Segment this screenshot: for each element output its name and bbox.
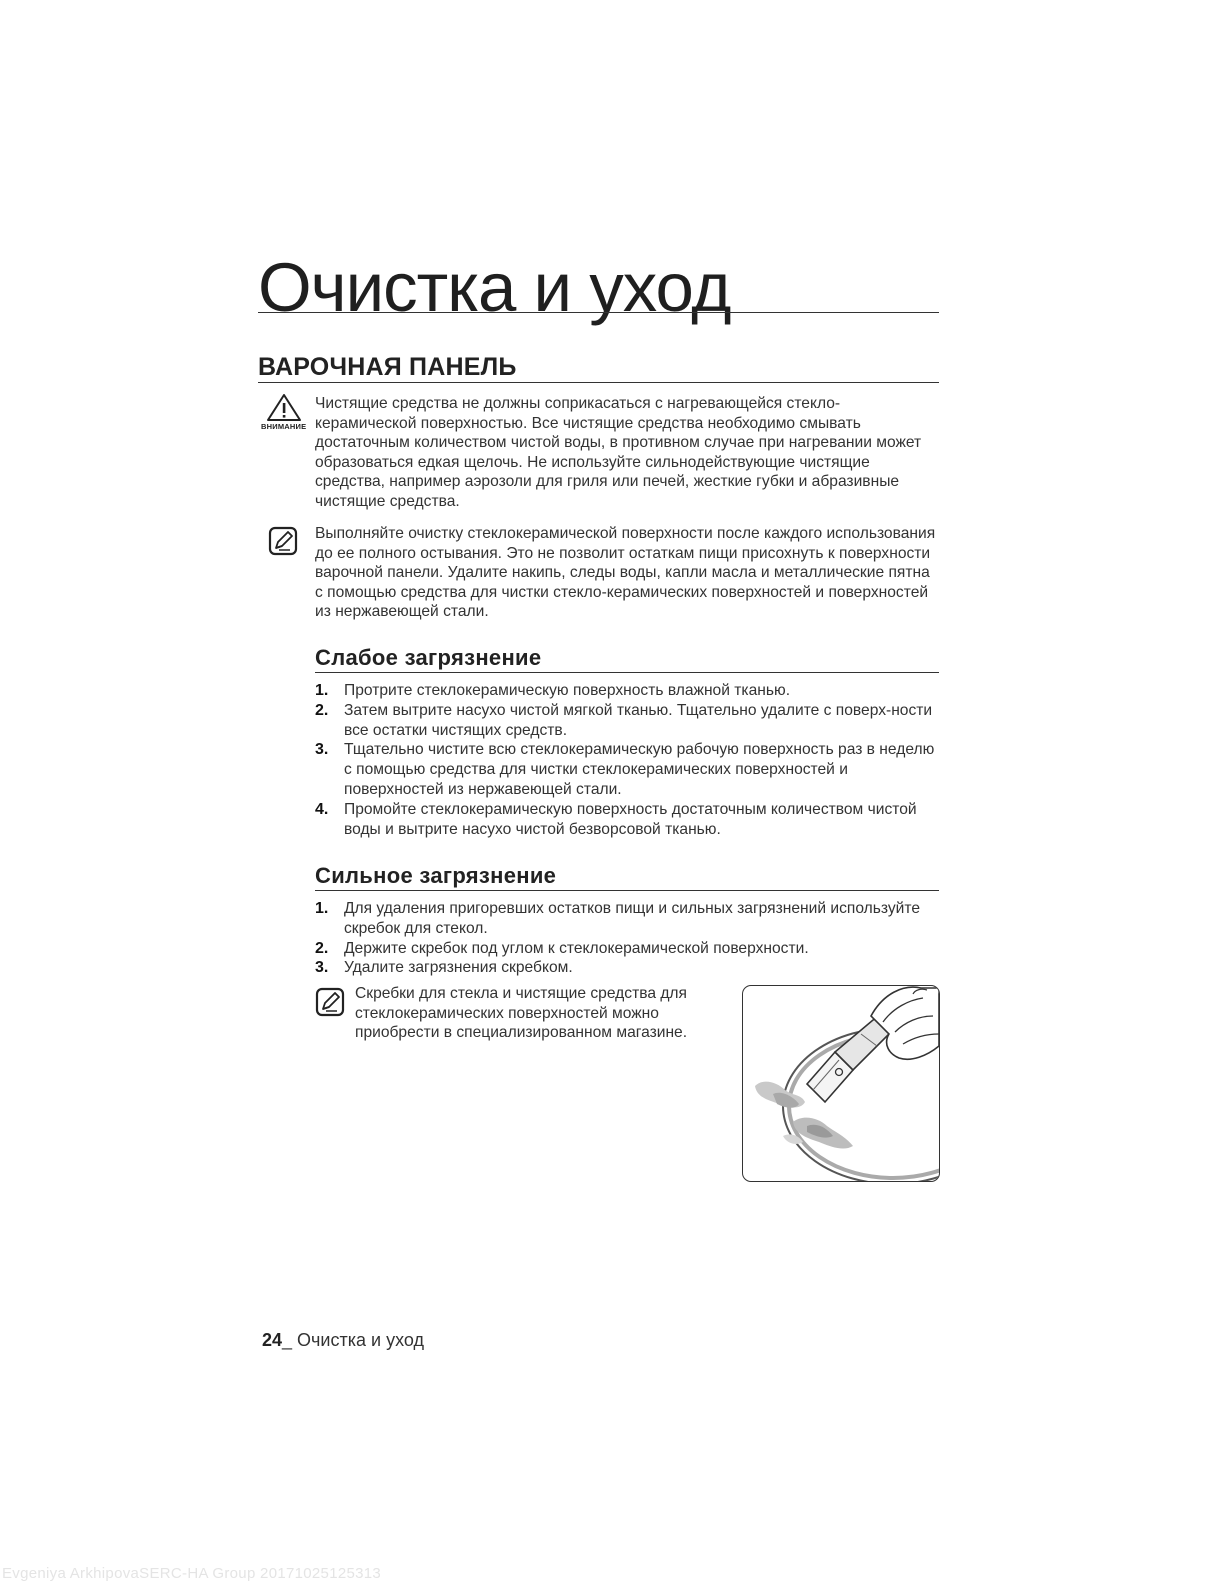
step-text: Удалите загрязнения скребком. xyxy=(344,959,573,977)
list-item xyxy=(315,800,940,840)
footer-separator: _ xyxy=(282,1330,293,1350)
light-soiling-rule xyxy=(315,672,939,673)
note-pencil-icon xyxy=(315,987,345,1017)
step-number: 1. xyxy=(315,682,329,699)
list-item xyxy=(315,899,940,939)
scraper-illustration xyxy=(742,985,940,1182)
list-item xyxy=(315,701,940,741)
page-footer xyxy=(262,1330,424,1351)
title-rule xyxy=(258,312,939,313)
step-number: 2. xyxy=(315,701,329,719)
step-number: 4. xyxy=(315,800,329,818)
light-soiling-title: Слабое загрязнение xyxy=(315,645,542,670)
step-number: 1. xyxy=(315,900,329,917)
list-item xyxy=(315,681,940,701)
heavy-soiling-rule xyxy=(315,890,939,891)
warning-label: ВНИМАНИЕ xyxy=(261,422,307,431)
watermark: Evgeniya ArkhipovaSERC-HA Group 20171025125313 xyxy=(2,1565,382,1582)
list-item xyxy=(315,958,940,978)
step-number: 2. xyxy=(315,939,329,957)
step-text: Затем вытрите насухо чистой мягкой тканью. Тщательно удалите с поверх-ности все остатки чистящих средств. xyxy=(344,701,933,739)
scraper-note-text: Скребки для стекла и чистящие средства для стеклокерамических поверхностей можно приобрести в специализированном магазине. xyxy=(355,985,688,1042)
footer-chapter: Очистка и уход xyxy=(292,1330,424,1350)
page-title: Очистка и уход xyxy=(258,249,731,326)
light-soiling-steps xyxy=(315,681,940,839)
step-text: Держите скребок под углом к стеклокерамической поверхности. xyxy=(344,939,809,957)
note-pencil-icon xyxy=(268,526,298,556)
step-number: 3. xyxy=(315,741,329,759)
heavy-soiling-steps xyxy=(315,899,940,978)
section-rule xyxy=(258,382,939,383)
step-text: Для удаления пригоревших остатков пищи и сильных загрязнений используйте скребок для стекол. xyxy=(344,900,921,937)
warning-text: Чистящие средства не должны соприкасаться с нагревающейся стекло-керамической поверхностью. Все чистящие средства необходимо смывать достаточным количеством чистой воды, в противном случае при нагревании может образоваться едкая щелочь. Не используйте сильнодействующие чистящие средства, например аэрозоли для гриля или печей, жесткие губки и абразивные чистящие средства. xyxy=(315,395,922,510)
note-text: Выполняйте очистку стеклокерамической поверхности после каждого использования до ее полного остывания. Это не позволит остаткам пищи присохнуть к поверхности варочной панели. Удалите накипь, следы воды, капли масла и металлические пятна с помощью средства для чистки стекло-керамических поверхностей и поверхностей из нержавеющей стали. xyxy=(315,525,936,621)
page-number: 24 xyxy=(262,1330,283,1350)
step-text: Протрите стеклокерамическую поверхность влажной тканью. xyxy=(344,682,791,699)
step-number: 3. xyxy=(315,959,329,977)
step-text: Тщательно чистите всю стеклокерамическую рабочую поверхность раз в неделю с помощью средства для чистки стеклокерамических поверхностей и поверхностей из нержавеющей стали. xyxy=(344,741,935,798)
step-text: Промойте стеклокерамическую поверхность достаточным количеством чистой воды и вытрите насухо чистой безворсовой тканью. xyxy=(344,800,917,838)
section-title: ВАРОЧНАЯ ПАНЕЛЬ xyxy=(258,353,517,381)
list-item xyxy=(315,939,940,959)
warning-triangle-icon xyxy=(266,393,302,423)
heavy-soiling-title: Сильное загрязнение xyxy=(315,863,557,888)
list-item xyxy=(315,740,940,799)
